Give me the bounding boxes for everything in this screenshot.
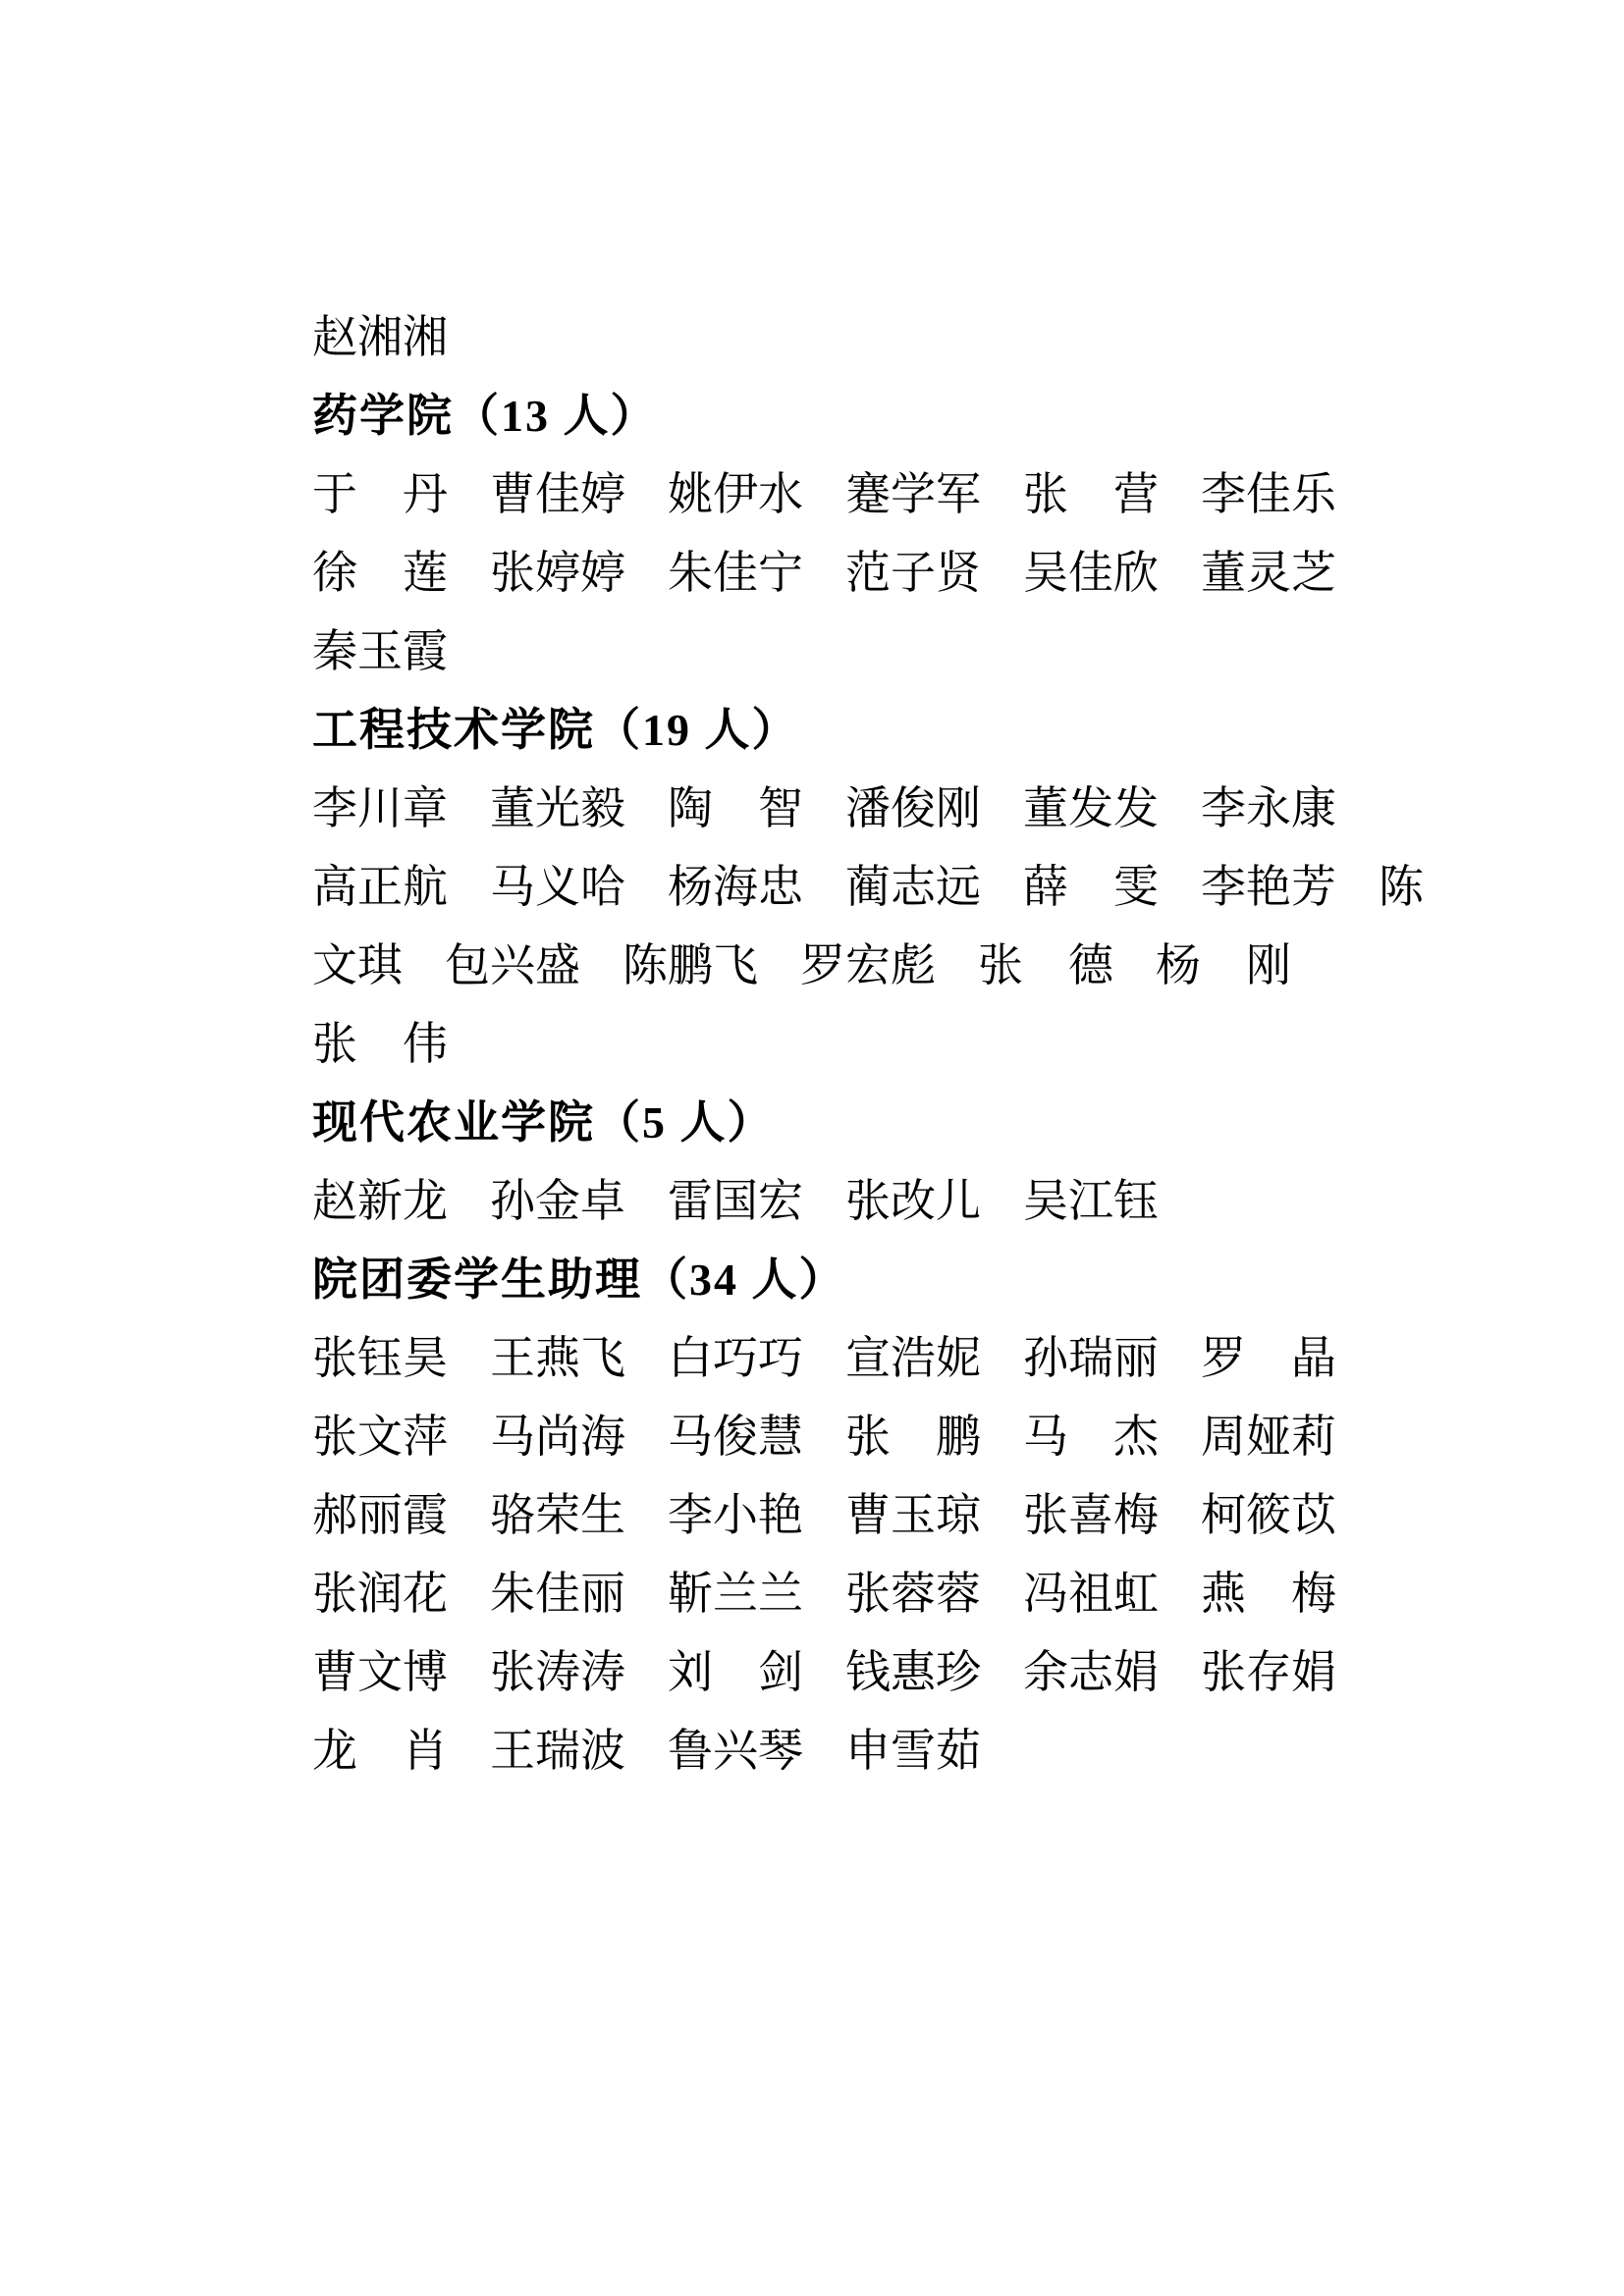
person-name: 张文萍 (312, 1412, 448, 1462)
person-name: 冯祖虹 (1023, 1569, 1159, 1619)
person-name: 张蓉蓉 (845, 1569, 981, 1619)
person-name: 李川章 (312, 783, 448, 833)
person-name: 曹佳婷 (490, 469, 625, 519)
name-row (312, 1315, 1506, 1394)
person-name: 张存娟 (1201, 1647, 1336, 1697)
person-name: 文琪 (312, 940, 403, 990)
name-row (312, 609, 1506, 687)
person-name: 蹇学军 (845, 469, 981, 519)
person-name: 赵湘湘 (312, 312, 448, 362)
name-row (312, 1629, 1506, 1708)
person-name: 张 伟 (312, 1019, 448, 1069)
section-heading: 院团委学生助理（34 人） (312, 1255, 846, 1305)
person-name: 高正航 (312, 862, 448, 912)
person-name: 徐 莲 (312, 548, 448, 598)
person-name: 董发发 (1023, 783, 1159, 833)
section-heading: 药学院（13 人） (312, 391, 658, 441)
name-row (312, 530, 1506, 609)
name-row (312, 1472, 1506, 1551)
person-name: 张 营 (1023, 469, 1159, 519)
person-name: 蔺志远 (845, 862, 981, 912)
section-heading: 现代农业学院（5 人） (312, 1097, 775, 1148)
person-name: 陶 智 (668, 783, 803, 833)
person-name: 杨海忠 (668, 862, 803, 912)
name-row (312, 1551, 1506, 1629)
person-name: 张 德 (978, 940, 1113, 990)
person-name: 申雪茹 (845, 1726, 981, 1776)
person-name: 马义哈 (490, 862, 625, 912)
person-name: 马尚海 (490, 1412, 625, 1462)
name-row (312, 923, 1506, 1001)
person-name: 周娅莉 (1201, 1412, 1336, 1462)
person-name: 张改儿 (845, 1176, 981, 1226)
person-name: 朱佳宁 (668, 548, 803, 598)
person-name: 张 鹏 (845, 1412, 981, 1462)
person-name: 王燕飞 (490, 1333, 625, 1383)
person-name: 白巧巧 (668, 1333, 803, 1383)
person-name: 赵新龙 (312, 1176, 448, 1226)
person-name: 朱佳丽 (490, 1569, 625, 1619)
name-row (312, 1394, 1506, 1472)
person-name: 潘俊刚 (845, 783, 981, 833)
person-name: 包兴盛 (445, 940, 580, 990)
person-name: 孙瑞丽 (1023, 1333, 1159, 1383)
person-name: 李永康 (1201, 783, 1336, 833)
person-name: 钱惠珍 (845, 1647, 981, 1697)
person-name: 宣浩妮 (845, 1333, 981, 1383)
person-name: 马俊慧 (668, 1412, 803, 1462)
person-name: 王瑞波 (490, 1726, 625, 1776)
person-name: 马 杰 (1023, 1412, 1159, 1462)
person-name: 柯筱苡 (1201, 1490, 1336, 1540)
person-name: 雷国宏 (668, 1176, 803, 1226)
person-name: 罗宏彪 (800, 940, 936, 990)
person-name: 杨 刚 (1156, 940, 1291, 990)
person-name: 骆荣生 (490, 1490, 625, 1540)
person-name: 秦玉霞 (312, 626, 448, 676)
person-name: 张涛涛 (490, 1647, 625, 1697)
person-name: 薛 雯 (1023, 862, 1159, 912)
document-content (312, 294, 1506, 1787)
person-name: 鲁兴琴 (668, 1726, 803, 1776)
person-name: 姚伊水 (668, 469, 803, 519)
person-name: 张钰昊 (312, 1333, 448, 1383)
person-name: 董光毅 (490, 783, 625, 833)
name-row (312, 1708, 1506, 1787)
person-name: 陈 (1379, 862, 1424, 912)
person-name: 于 丹 (312, 469, 448, 519)
person-name: 董灵芝 (1201, 548, 1336, 598)
person-name: 曹文博 (312, 1647, 448, 1697)
name-row (312, 1001, 1506, 1080)
person-name: 燕 梅 (1201, 1569, 1336, 1619)
person-name: 郝丽霞 (312, 1490, 448, 1540)
person-name: 孙金卓 (490, 1176, 625, 1226)
person-name: 余志娟 (1023, 1647, 1159, 1697)
person-name: 靳兰兰 (668, 1569, 803, 1619)
person-name: 陈鹏飞 (623, 940, 758, 990)
name-row (312, 766, 1506, 844)
person-name: 张婷婷 (490, 548, 625, 598)
person-name: 范子贤 (845, 548, 981, 598)
section-heading: 工程技术学院（19 人） (312, 705, 799, 755)
person-name: 张润花 (312, 1569, 448, 1619)
person-name: 龙 肖 (312, 1726, 448, 1776)
name-row (312, 452, 1506, 530)
person-name: 张喜梅 (1023, 1490, 1159, 1540)
person-name: 吴江钰 (1023, 1176, 1159, 1226)
person-name: 刘 剑 (668, 1647, 803, 1697)
person-name: 罗 晶 (1201, 1333, 1336, 1383)
name-row (312, 1158, 1506, 1237)
person-name: 李小艳 (668, 1490, 803, 1540)
person-name: 曹玉琼 (845, 1490, 981, 1540)
person-name: 李佳乐 (1201, 469, 1336, 519)
person-name: 李艳芳 (1201, 862, 1336, 912)
person-name: 吴佳欣 (1023, 548, 1159, 598)
name-row (312, 294, 1506, 373)
name-row (312, 844, 1506, 923)
